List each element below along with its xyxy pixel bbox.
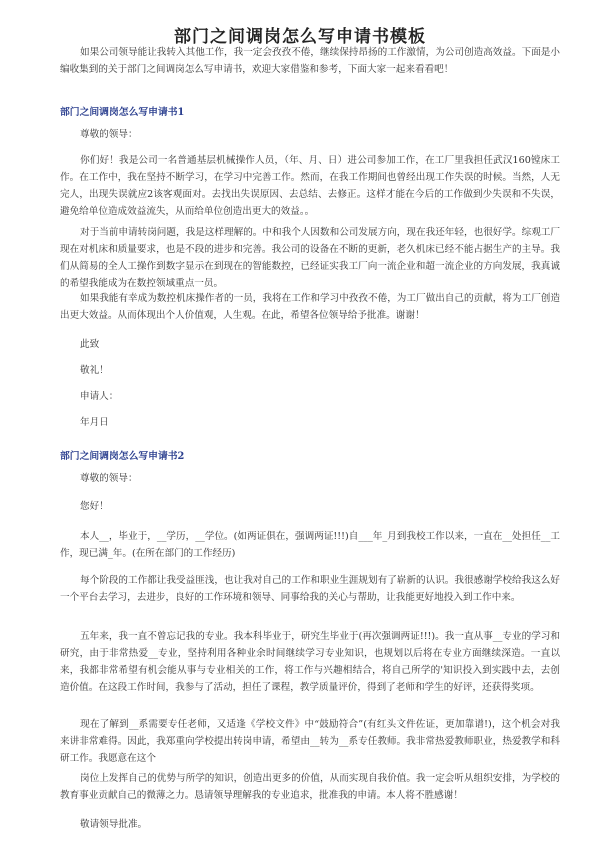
date-line [60,414,560,431]
section2-paragraph-3 [60,628,560,696]
section2-p5-text: 岗位上发挥自己的优势与所学的知识，创造出更多的价值，从而实现自我价值。我一定会听从组织安排，为学校的教育事业贡献自己的微薄之力。恳请领导理解我的专业追求，批准我的申请。本人将不胜感谢！ [60,773,560,801]
date-text: 年月日 [80,417,109,428]
intro-paragraph [60,44,560,78]
section1-paragraph-1 [60,152,560,220]
section1-paragraph-3 [60,290,560,324]
section2-p4-text: 现在了解到__系需要专任老师，又适逢《学校文件》中“鼓励符合”(有红头文件佐证，更加靠谱!)，这个机会对我来讲非常难得。因此，我郑重向学校提出转岗申请，希望由__转为__系专任教师。我非常热爱教师职业，热爱教学和科研工作。我愿意在这个 [60,719,560,764]
applicant-line [60,388,560,405]
section1-p1-text: 你们好！我是公司一名普通基层机械操作人员，（年、月、日）进公司参加工作，在工厂里我担任武汉160镗床工作。在工作中，我在坚持不断学习，在学习中完善工作。然而，在我工作期间也曾经出现工作失误的时候。当然，人无完人，出现失误就应2该客观面对。去找出失误原因、去总结、去修正。这样才能在今后的工作做到少失误和不失误，避免给单位造成效益流失，从而给单位创造出更大的效益。。 [60,155,560,217]
section2-closing [60,816,560,833]
section2-greeting [60,470,560,487]
section2-p2-text: 每个阶段的工作都让我受益匪浅，也让我对自己的工作和职业生涯规划有了崭新的认识。我很感谢学校给我这么好一个平台去学习，去进步，良好的工作环境和领导、同事给我的关心与帮助，让我能更好地投入到工作中来。 [60,575,560,603]
section2-hello-text: 您好！ [80,501,109,512]
section2-paragraph-4 [60,716,560,767]
section2-heading: 部门之间调岗怎么写申请书2 [60,451,185,462]
section2-closing-text: 敬请领导批准。 [80,819,148,830]
section1-greeting [60,126,560,143]
section1-p2-text: 对于当前申请转岗问题，我是这样理解的。中和我个人因数和公司发展方向，现在我还年轻，也很好学。综观工厂现在对机床和质量要求，也是不段的进步和完善。我公司的设备在不断的更新，老久机床已经不能占据生产的主导。我们从简易的全人工操作到数字显示在到现在的智能数控，已经证实我工厂向一流企业和超一流企业的方向发展，我真诚的希望我能成为在数控领域重点一员。 [60,227,560,289]
section2-p3-text: 五年来，我一直不曾忘记我的专业。我本科毕业于，研究生毕业于(再次强调两证!!!)。我一直从事__专业的学习和研究，由于非常热爱__专业，坚持利用各种业余时间继续学习专业知识，也规划以后将在专业方面继续深造。一直以来，我都非常希望有机会能从事与专业相关的工作，将工作与兴趣相结合，将自己所学的'知识投入到实践中去，去创造价值。在这段工作时间，我参与了活动，担任了课程，教学质量评价，得到了老师和学生的好评，还获得奖项。 [60,631,560,693]
section1-greeting-text: 尊敬的领导： [80,129,138,140]
section2-p1-text: 本人__，毕业于，__学历，__学位。(如两证俱在，强调两证!!!)自___年_月到我校工作以来，一直在__处担任__工作，现已满_年。(在所在部门的工作经历) [60,531,560,559]
section2-hello [60,498,560,515]
section2-paragraph-5 [60,770,560,804]
section2-paragraph-1 [60,528,560,562]
section2-greeting-text: 尊敬的领导： [80,473,138,484]
closing-respect [60,362,560,379]
applicant-text: 申请人： [80,391,119,402]
section1-p3-text: 如果我能有幸成为数控机床操作者的一员，我将在工作和学习中孜孜不倦，为工厂做出自己的贡献，将为工厂创造出更大效益。从而体现出个人价值观，人生观。在此，希望各位领导给予批准。谢谢！ [60,293,560,321]
closing-respect-text: 敬礼！ [80,365,109,376]
intro-text: 如果公司领导能让我转入其他工作，我一定会孜孜不倦，继续保持昂扬的工作激情，为公司创造高效益。下面是小编收集到的关于部门之间调岗怎么写申请书，欢迎大家借鉴和参考，下面大家一起来看看吧！ [60,47,560,75]
closing-salutation-text: 此致 [80,339,100,350]
section2-paragraph-2 [60,572,560,606]
closing-salutation [60,336,560,353]
page-title: 部门之间调岗怎么写申请书模板 [174,27,426,47]
section1-paragraph-2 [60,224,560,292]
section1-heading: 部门之间调岗怎么写申请书1 [60,107,185,118]
